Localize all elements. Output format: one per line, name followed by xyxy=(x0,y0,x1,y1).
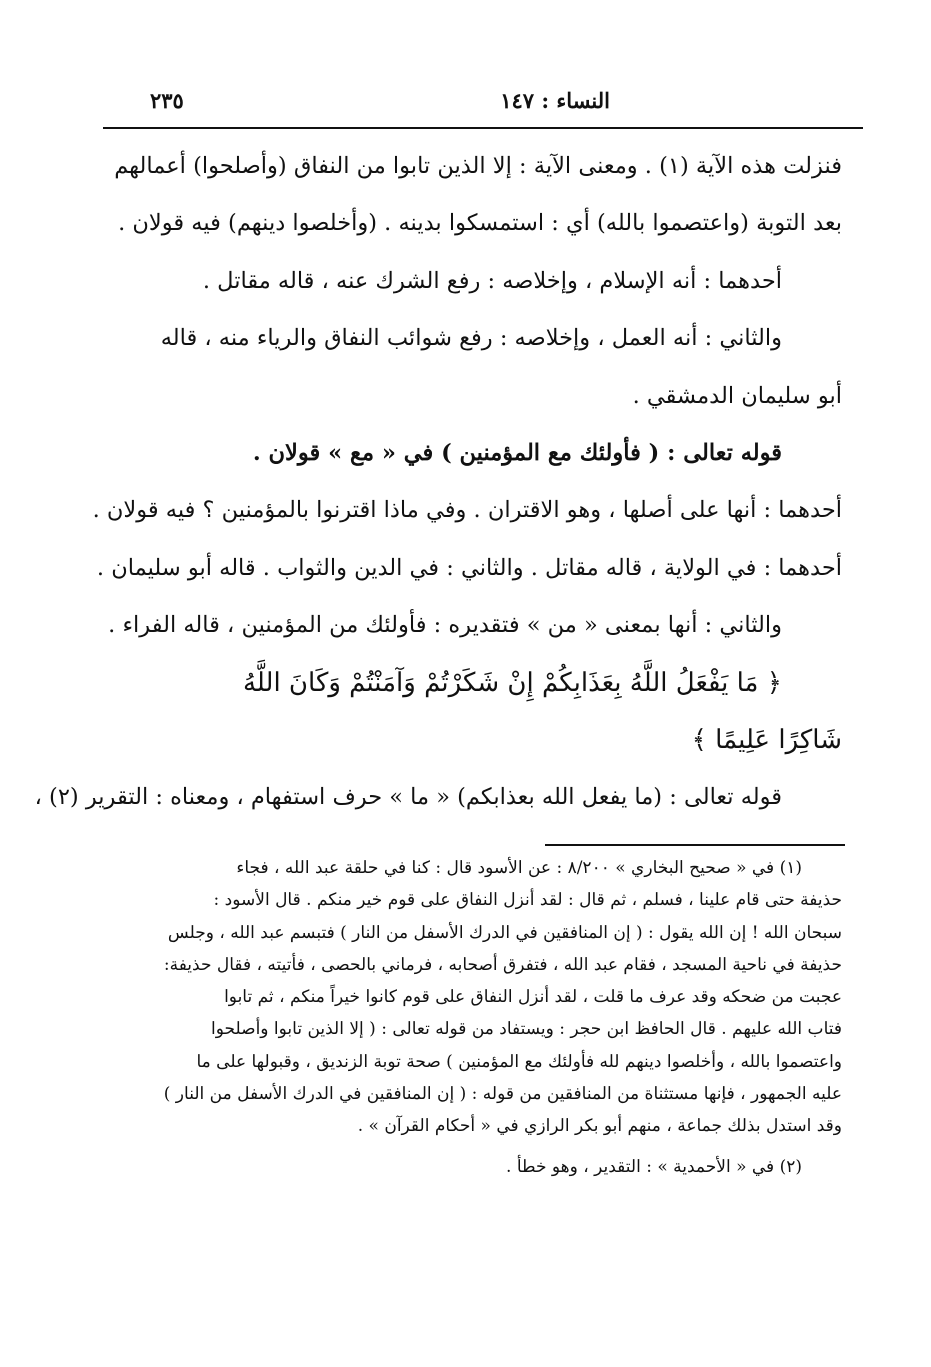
main-text xyxy=(34,138,842,827)
footnote-rule xyxy=(545,844,845,846)
footnote-line: (٢) في « الأحمدية » : التقدير ، وهو خطأ . xyxy=(506,1156,802,1177)
page-number: ٢٣٥ xyxy=(150,88,184,113)
footnote-line: عجبت من ضحكه وقد عرف ما قلت ، لقد أنزل النفاق على قوم كانوا خيراً منكم ، ثم تابوا xyxy=(224,987,842,1008)
page-header xyxy=(110,88,850,118)
footnote-gap xyxy=(112,1143,842,1151)
text-line: قوله تعالى : (ما يفعل الله بعذابكم) « ما » حرف استفهام ، ومعناه : التقرير (٢) ، xyxy=(34,784,782,811)
text-line: أحدهما : أنها على أصلها ، وهو الاقتران . وفي ماذا اقترنوا بالمؤمنين ؟ فيه قولان . xyxy=(92,497,842,524)
text-line: أحدهما : أنه الإسلام ، وإخلاصه : رفع الشرك عنه ، قاله مقاتل . xyxy=(202,267,782,294)
running-head: النساء : ١٤٧ xyxy=(500,88,610,113)
text-line: والثاني : أنها بمعنى « من » فتقديره : فأولئك من المؤمنين ، قاله الفراء . xyxy=(108,612,782,639)
text-line: بعد التوبة (واعتصموا بالله) أي : استمسكوا بدينه . (وأخلصوا دينهم) فيه قولان . xyxy=(118,210,842,237)
text-line: فنزلت هذه الآية (١) . ومعنى الآية : إلا الذين تابوا من النفاق (وأصلحوا) أعمالهم xyxy=(114,153,842,179)
quran-verse-line: ﴿ مَا يَفْعَلُ اللَّهُ بِعَذَابِكُمْ إِنْ شَكَرْتُمْ وَآمَنْتُمْ وَكَانَ اللَّهُ xyxy=(242,667,782,698)
footnote-line: سبحان الله ! إن الله يقول : ( إن المنافقين في الدرك الأسفل من النار ) فتبسم عبد الله ، وجلس xyxy=(167,922,842,943)
footnotes xyxy=(112,852,842,1183)
quran-verse-line: شَاكِرًا عَلِيمًا ﴾ xyxy=(691,724,842,755)
footnote-line: (١) في « صحيح البخاري » ٨/٢٠٠ : عن الأسود قال : كنا في حلقة عبد الله ، فجاء xyxy=(236,858,802,878)
footnote-line: حذيفة في ناحية المسجد ، فقام عبد الله ، فتفرق أصحابه ، فرماني بالحصى ، فأتيته ، فقال حذيفة: xyxy=(163,954,842,975)
footnote-line: واعتصموا بالله ، وأخلصوا دينهم لله فأولئك مع المؤمنين ) صحة توبة الزنديق ، وقبولها على ما xyxy=(196,1051,842,1072)
text-line: أحدهما : في الولاية ، قاله مقاتل . والثاني : في الدين والثواب . قاله أبو سليمان . xyxy=(96,554,842,581)
text-line: أبو سليمان الدمشقي . xyxy=(632,382,842,409)
footnote-line: عليه الجمهور ، فإنها مستثناة من المنافقين من قوله : ( إن المنافقين في الدرك الأسفل من النار ) xyxy=(163,1084,842,1105)
footnote-line: وقد استدل بذلك جماعة ، منهم أبو بكر الرازي في « أحكام القرآن » . xyxy=(357,1116,842,1137)
footnote-line: حذيفة حتى قام علينا ، فسلم ، ثم قال : لقد أنزل النفاق على قوم خير منكم . قال الأسود : xyxy=(213,890,842,911)
text-line: والثاني : أنه العمل ، وإخلاصه : رفع شوائب النفاق والرياء منه ، قاله xyxy=(160,325,782,352)
text-line: قوله تعالى : ( فأولئك مع المؤمنين ) في « مع » قولان . xyxy=(252,439,782,466)
footnote-line: فتاب الله عليهم . قال الحافظ ابن حجر : ويستفاد من قوله تعالى : ( إلا الذين تابوا وأصلحوا xyxy=(211,1019,842,1040)
header-rule xyxy=(103,127,863,129)
